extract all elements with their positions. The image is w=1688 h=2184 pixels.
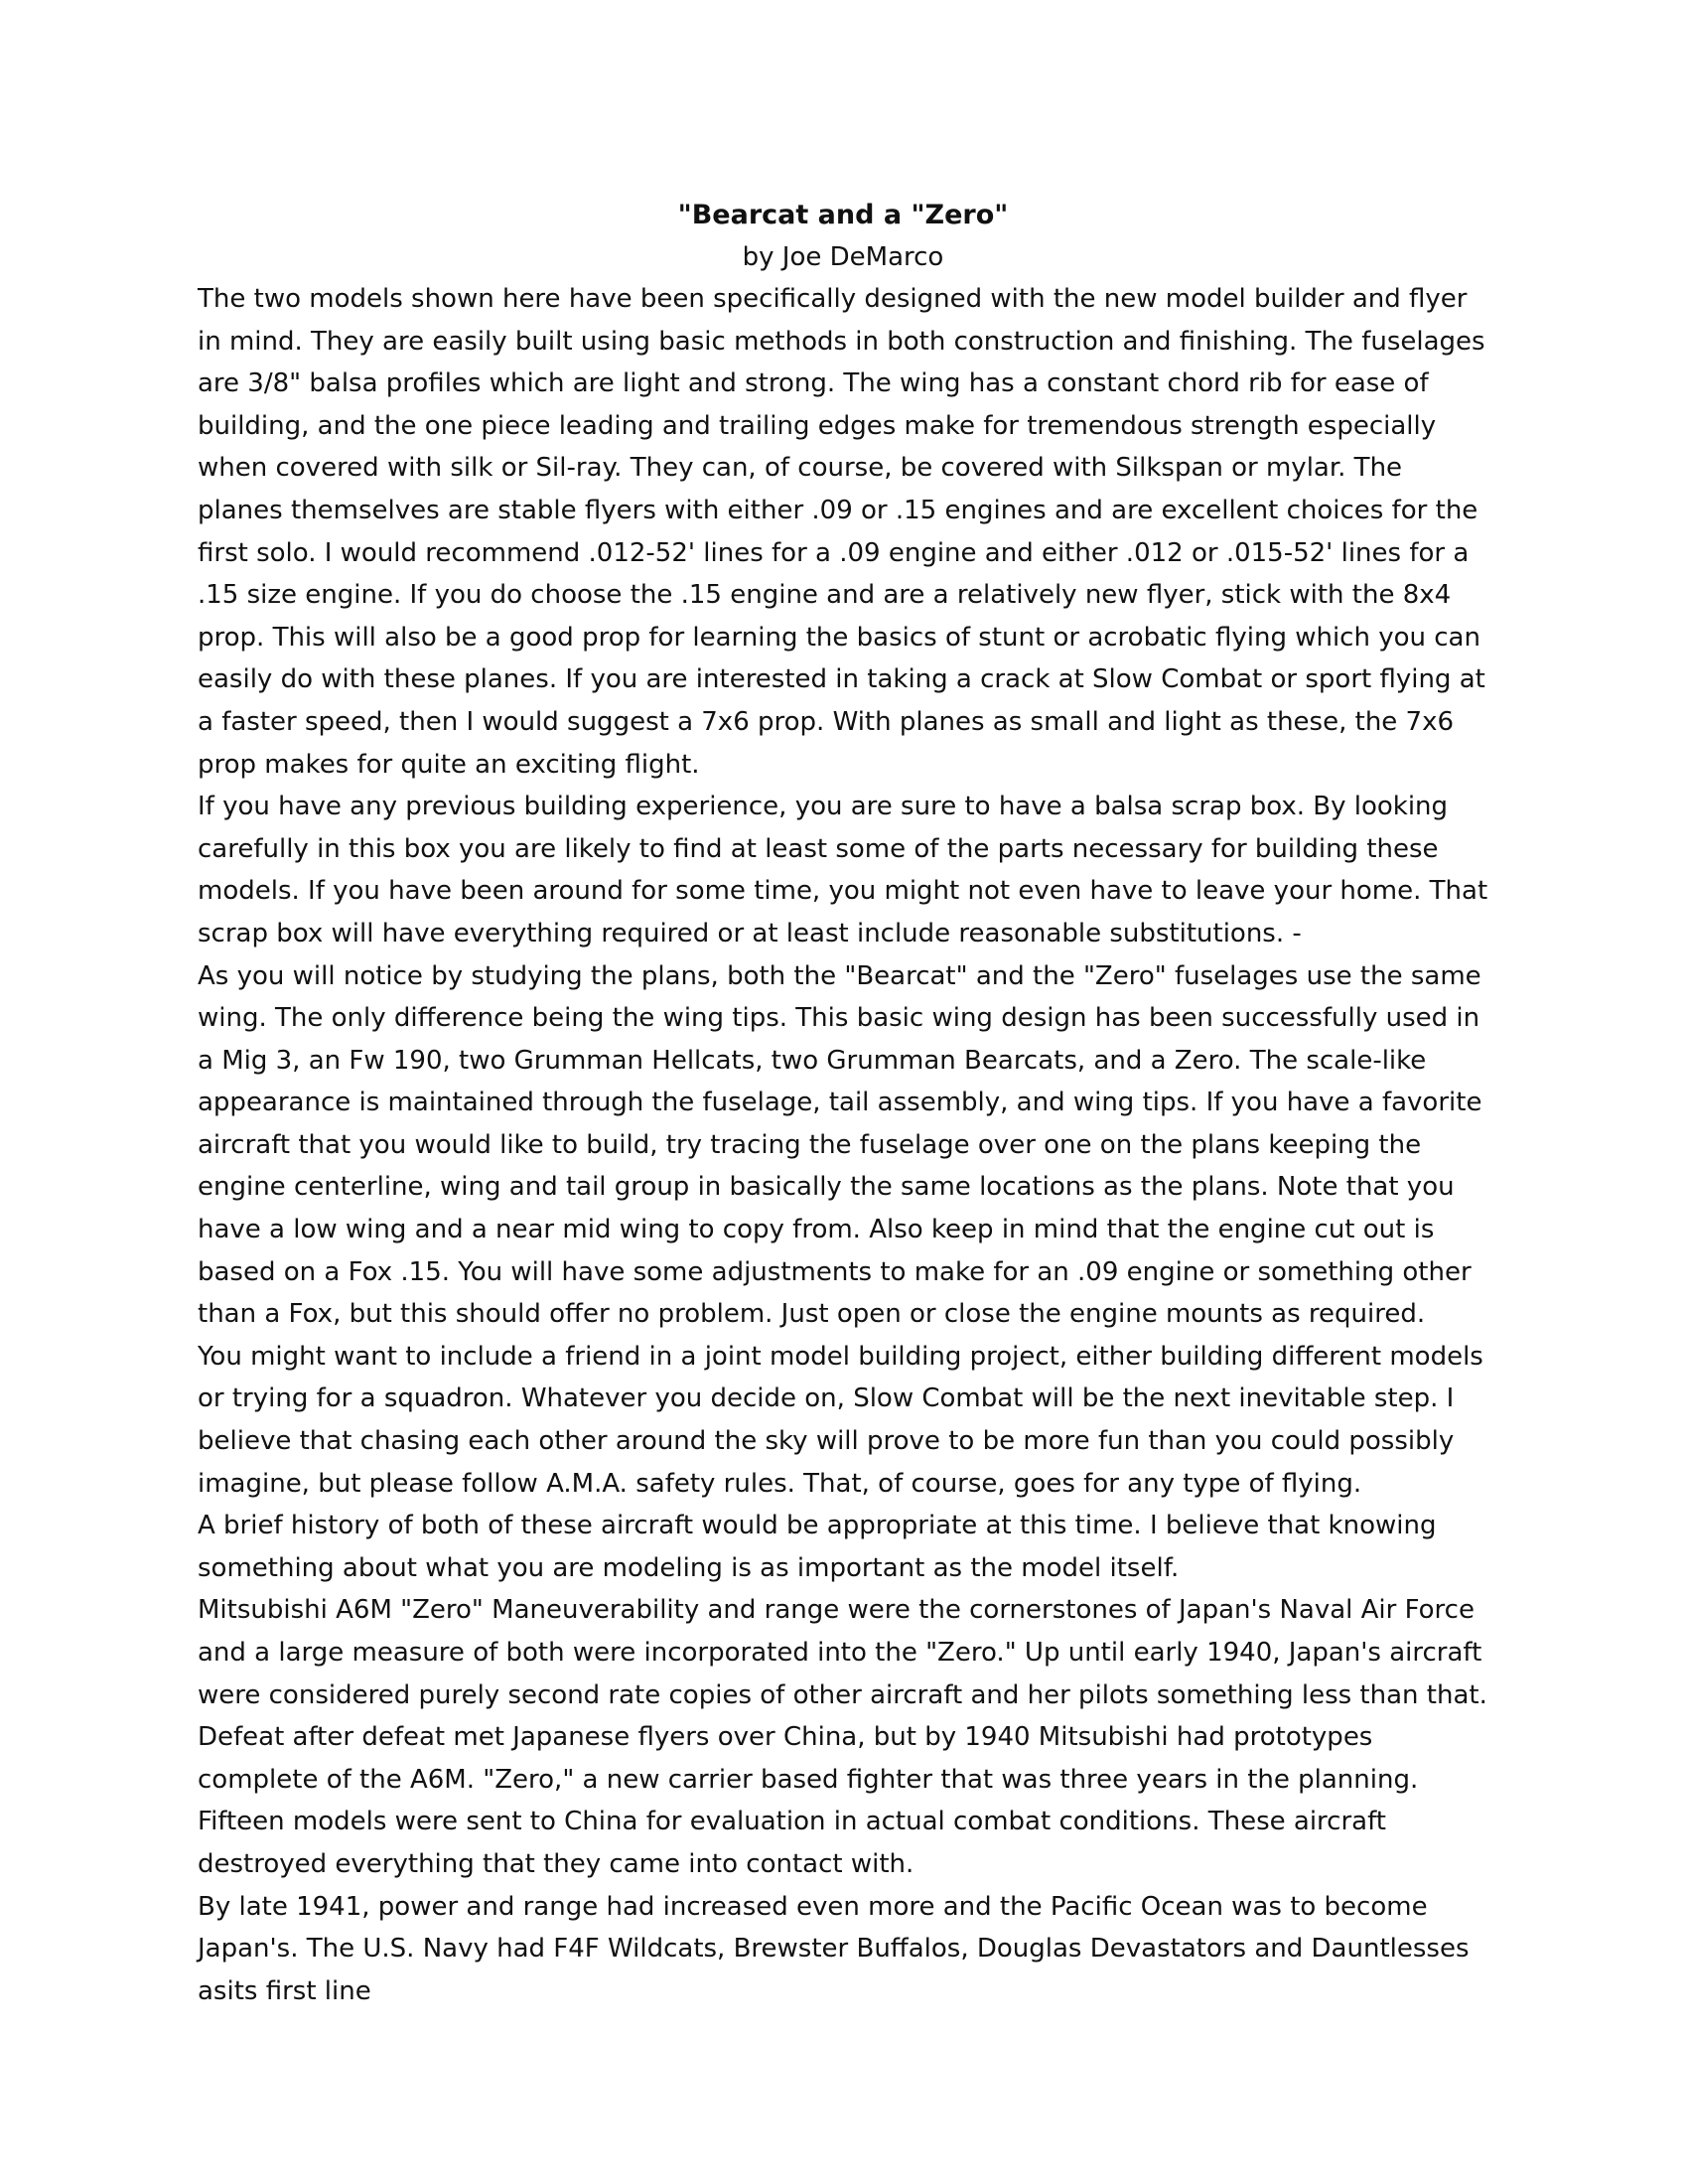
paragraph-scrap-box: If you have any previous building experience, you are sure to have a balsa scrap box. By looking carefully in this box you are likely to find at least some of the parts necessary for building these models. If you have been around for some time, you might not even have to leave your home. That scrap box will have everything required or at least include reasonable substitutions. - <box>198 792 1488 948</box>
article-body <box>198 195 1488 2012</box>
article-byline: by Joe DeMarco <box>742 242 944 272</box>
article-title: "Bearcat and a "Zero" <box>677 200 1009 230</box>
paragraph-plans: As you will notice by studying the plans, both the "Bearcat" and the "Zero" fuselages use the same wing. The only difference being the wing tips. This basic wing design has been successfully used in a Mig 3, an Fw 190, two Grumman Hellcats, two Grumman Bearcats, and a Zero. The scale-like appearance is maintained through the fuselage, tail assembly, and wing tips. If you have a favorite aircraft that you would like to build, try tracing the fuselage over one on the plans keeping the engine centerline, wing and tail group in basically the same locations as the plans. Note that you have a low wing and a near mid wing to copy from. Also keep in mind that the engine cut out is based on a Fox .15. You will have some adjustments to make for an .09 engine or something other than a Fox, but this should offer no problem. Just open or close the engine mounts as required. <box>198 960 1482 1330</box>
paragraph-zero-history: Mitsubishi A6M "Zero" Maneuverability and range were the cornerstones of Japan's Naval Air Force and a large measure of both were incorporated into the "Zero." Up until early 1940, Japan's aircraft were considered purely second rate copies of other aircraft and her pilots something less than that. Defeat after defeat met Japanese flyers over China, but by 1940 Mitsubishi had prototypes complete of the A6M. "Zero," a new carrier based fighter that was three years in the planning. Fifteen models were sent to China for evaluation in actual combat conditions. These aircraft destroyed everything that they came into contact with. <box>198 1595 1487 1879</box>
paragraph-intro: The two models shown here have been specifically designed with the new model builder and flyer in mind. They are easily built using basic methods in both construction and finishing. The fuselages are 3/8" balsa profiles which are light and strong. The wing has a constant chord rib for ease of building, and the one piece leading and trailing edges make for tremendous strength especially when covered with silk or Sil-ray. They can, of course, be covered with Silkspan or mylar. The planes themselves are stable flyers with either .09 or .15 engines and are excellent choices for the first solo. I would recommend .012-52' lines for a .09 engine and either .012 or .015-52' lines for a .15 size engine. If you do choose the .15 engine and are a relatively new flyer, stick with the 8x4 prop. This will also be a good prop for learning the basics of stunt or acrobatic flying which you can easily do with these planes. If you are interested in taking a crack at Slow Combat or sport flying at a faster speed, then I would suggest a 7x6 prop. With planes as small and light as these, the 7x6 prop makes for quite an exciting flight. <box>198 284 1485 780</box>
paragraph-late-1941: By late 1941, power and range had increased even more and the Pacific Ocean was to become Japan's. The U.S. Navy had F4F Wildcats, Brewster Buffalos, Douglas Devastators and Dauntlesses asits first line <box>198 1891 1470 2006</box>
paragraph-friend: You might want to include a friend in a joint model building project, either building different models or trying for a squadron. Whatever you decide on, Slow Combat will be the next inevitable step. I believe that chasing each other around the sky will prove to be more fun than you could possibly imagine, but please follow A.M.A. safety rules. That, of course, goes for any type of flying. <box>198 1341 1483 1499</box>
paragraph-history-intro: A brief history of both of these aircraft would be appropriate at this time. I believe that knowing something about what you are modeling is as important as the model itself. <box>198 1511 1437 1583</box>
